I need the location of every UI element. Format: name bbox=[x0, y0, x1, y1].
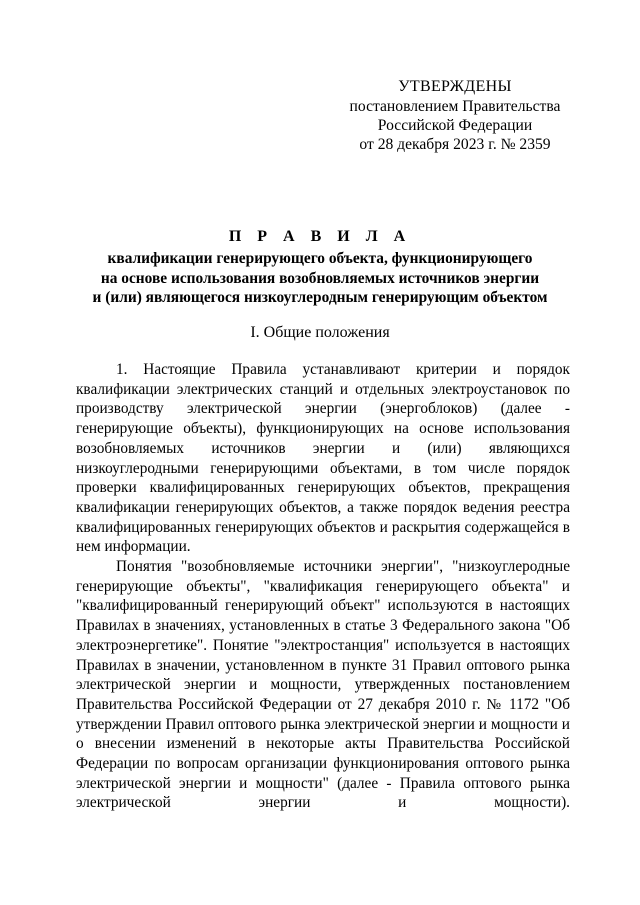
approval-line-3: от 28 декабря 2023 г. № 2359 bbox=[359, 136, 551, 153]
approval-heading: УТВЕРЖДЕНЫ bbox=[398, 78, 512, 95]
approval-line-2: Российской Федерации bbox=[377, 117, 533, 134]
section-heading: I. Общие положения bbox=[250, 324, 390, 341]
paragraph-2: Понятия "возобновляемые источники энергии", "низкоуглеродные генерирующие объекты", "квалификация генерирующего объекта" и "квалифицированный генерирующий объект" используются в настоящих Правилах в значениях, установленных в статье 3 Федерального закона "Об электроэнергетике". Понятие "электростанция" используется в настоящих Правилах в значении, установленном в пункте 31 Правил оптового рынка электрической энергии и мощности, утвержденных постановлением Правительства Российской Федерации от 27 декабря 2010 г. № 1172 "Об утверждении Правил оптового рынка электрической энергии и мощности и о внесении изменений в некоторые акты Правительства Российской Федерации по вопросам организации функционирования оптового рынка электрической энергии и мощности" (далее - Правила оптового рынка электрической энергии и мощности). bbox=[76, 558, 570, 812]
approval-block bbox=[330, 77, 580, 154]
document-title: П Р А В И Л А bbox=[228, 228, 412, 245]
body-text bbox=[76, 360, 570, 813]
subtitle-line-3: и (или) являющегося низкоуглеродным генерирующим объектом bbox=[92, 289, 548, 306]
document-subtitle bbox=[60, 249, 580, 308]
subtitle-line-1: квалификации генерирующего объекта, функционирующего bbox=[107, 250, 533, 267]
paragraph-1: 1. Настоящие Правила устанавливают критерии и порядок квалификации электрических станций и отдельных электроустановок по производству электрической энергии (энергоблоков) (далее - генерирующие объекты), функционирующих на основе использования возобновляемых источников энергии и (или) являющихся низкоуглеродными генерирующими объектами, в том числе порядок проверки квалифицированных генерирующих объектов, прекращения квалификации генерирующих объектов, а также порядок ведения реестра квалифицированных генерирующих объектов и раскрытия содержащейся в нем информации. bbox=[76, 361, 570, 556]
approval-line-1: постановлением Правительства bbox=[349, 98, 561, 115]
subtitle-line-2: на основе использования возобновляемых источников энергии bbox=[100, 269, 540, 287]
